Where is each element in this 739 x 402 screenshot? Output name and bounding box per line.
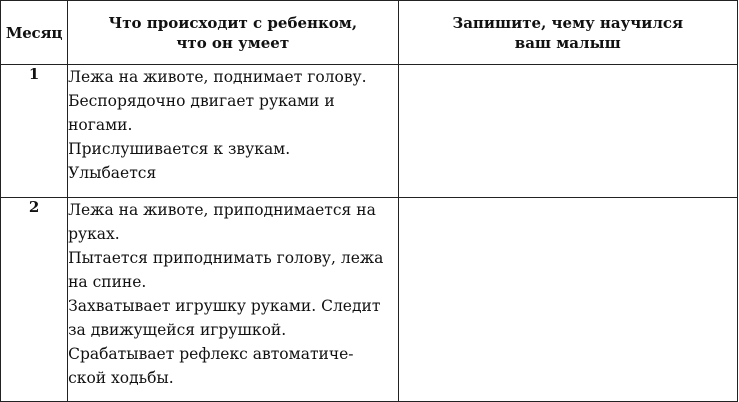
skill-line: Захватывает игрушку руками. Следит [68, 297, 381, 315]
skill-line: Лежа на животе, приподнимается на [68, 201, 376, 219]
header-notes [398, 1, 737, 65]
header-month: Месяц [1, 1, 68, 65]
skills-cell [68, 198, 398, 402]
month-number-cell: 1 [1, 65, 68, 198]
table-row-month-2 [1, 198, 738, 402]
header-skills [68, 1, 398, 65]
skill-line: Улыбается [68, 164, 157, 182]
skill-line: за движущейся игрушкой. [68, 321, 287, 339]
skill-line: руках. [68, 225, 120, 243]
header-notes-line-1: Запишите, чему научился [452, 13, 684, 32]
table-row-month-1 [1, 65, 738, 198]
header-row [1, 1, 738, 65]
skill-line: на спине. [68, 273, 147, 291]
header-skills-line-1: Что происходит с ребенком, [108, 13, 358, 32]
skill-line: ской ходьбы. [68, 369, 174, 387]
header-notes-line-2: ваш малыш [514, 33, 621, 52]
notes-cell-empty[interactable] [398, 198, 737, 402]
month-number-cell: 2 [1, 198, 68, 402]
skill-line: Срабатывает рефлекс автоматиче- [68, 345, 354, 363]
skill-line: Прислушивается к звукам. [68, 140, 291, 158]
skill-line: ногами. [68, 116, 133, 134]
header-skills-line-2: что он умеет [176, 33, 290, 52]
notes-cell-empty[interactable] [398, 65, 737, 198]
skill-line: Беспорядочно двигает руками и [68, 92, 335, 110]
skill-line: Пытается приподнимать голову, лежа [68, 249, 384, 267]
skill-line: Лежа на животе, поднимает голову. [68, 68, 367, 86]
skills-cell [68, 65, 398, 198]
